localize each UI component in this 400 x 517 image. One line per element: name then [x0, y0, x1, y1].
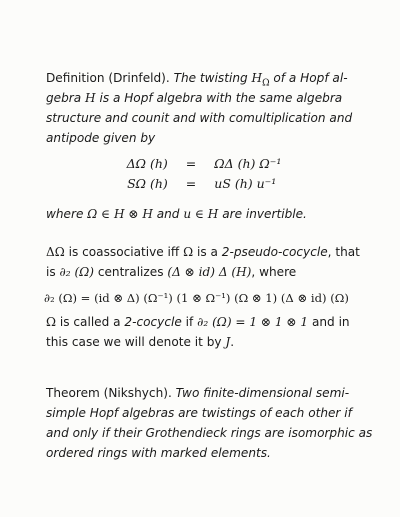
- equation-rel: =: [185, 156, 197, 171]
- math-expr: (Δ ⊗ id) Δ (H): [167, 265, 252, 279]
- math-H: H: [251, 71, 263, 85]
- cocycle-block: [46, 242, 376, 352]
- cocycle-text: is: [46, 265, 56, 279]
- definition-text: are invertible.: [222, 207, 307, 221]
- cocycle-text: if: [185, 315, 194, 329]
- equation-antipode: [123, 174, 286, 194]
- term-pseudo-cocycle: 2-pseudo-cocycle: [221, 245, 328, 259]
- theorem-line-3: and only if their Grothendieck rings are isomorphic as: [46, 426, 373, 440]
- equation-rhs: ΩΔ (h) Ω⁻¹: [214, 156, 282, 171]
- definition-text: gebra: [46, 91, 82, 105]
- equation-coproduct: [123, 154, 286, 174]
- math-omega: Ω: [46, 315, 57, 329]
- definition-line-3: structure and counit and with comultiplication and: [46, 111, 353, 125]
- cocycle-text: centralizes: [97, 265, 164, 279]
- equation-array: [123, 154, 286, 194]
- math-delta-omega: ΔΩ: [46, 245, 65, 259]
- cocycle-text: .: [230, 335, 235, 349]
- definition-text: and: [156, 207, 180, 221]
- cocycle-text: , where: [251, 265, 297, 279]
- theorem-text: Two finite-dimensional semi-: [175, 386, 350, 400]
- equation-lhs: SΩ (h): [127, 176, 168, 191]
- definition-line-1: [46, 68, 362, 88]
- cocycle-text: this case we will denote it by: [46, 335, 222, 349]
- math-expr: u ∈ H: [183, 207, 219, 221]
- cocycle-text: and in: [311, 315, 350, 329]
- math-expr: ∂₂ (Ω): [59, 265, 94, 279]
- equation-lhs: ΔΩ (h): [126, 156, 168, 171]
- cocycle-line-1: [46, 242, 376, 262]
- definition-text: The twisting: [173, 71, 248, 85]
- equation-rhs: uS (h) u⁻¹: [214, 176, 277, 191]
- definition-line-2: [46, 88, 362, 108]
- definition-text: where: [46, 207, 84, 221]
- math-omega-sub: Ω: [262, 78, 270, 89]
- math-expr: ∂₂ (Ω) = 1 ⊗ 1 ⊗ 1: [197, 315, 309, 329]
- cocycle-text: is coassociative iff: [68, 245, 180, 259]
- theorem-line-1: [46, 383, 362, 403]
- definition-block: [46, 68, 362, 224]
- math-J: J: [225, 335, 231, 349]
- theorem-heading: Theorem (Nikshych).: [46, 386, 172, 400]
- math-expr: Ω ∈ H ⊗ H: [87, 207, 153, 221]
- definition-text: is a Hopf algebra with the same algebra: [99, 91, 343, 105]
- cocycle-line-2: [46, 262, 376, 282]
- term-cocycle: 2-cocycle: [124, 315, 182, 329]
- definition-where-line: [46, 204, 362, 224]
- theorem-line-2: simple Hopf algebras are twistings of each other if: [46, 406, 352, 420]
- definition-heading: Definition (Drinfeld).: [46, 71, 170, 85]
- math-omega: Ω: [183, 245, 194, 259]
- cocycle-text: , that: [327, 245, 360, 259]
- cocycle-text: is a: [197, 245, 218, 259]
- definition-text: of a Hopf al-: [273, 71, 348, 85]
- definition-line-4: antipode given by: [46, 131, 156, 145]
- cocycle-text: is called a: [59, 315, 121, 329]
- equation-rel: =: [185, 176, 197, 191]
- theorem-block: [46, 383, 373, 463]
- coboundary-formula: ∂₂ (Ω) = (id ⊗ Δ) (Ω⁻¹) (1 ⊗ Ω⁻¹) (Ω ⊗ 1) (Δ ⊗ id) (Ω): [44, 291, 349, 305]
- theorem-line-4: ordered rings with marked elements.: [46, 446, 271, 460]
- cocycle-line-3: [46, 312, 376, 332]
- math-H: H: [85, 91, 96, 105]
- cocycle-line-4: [46, 332, 376, 352]
